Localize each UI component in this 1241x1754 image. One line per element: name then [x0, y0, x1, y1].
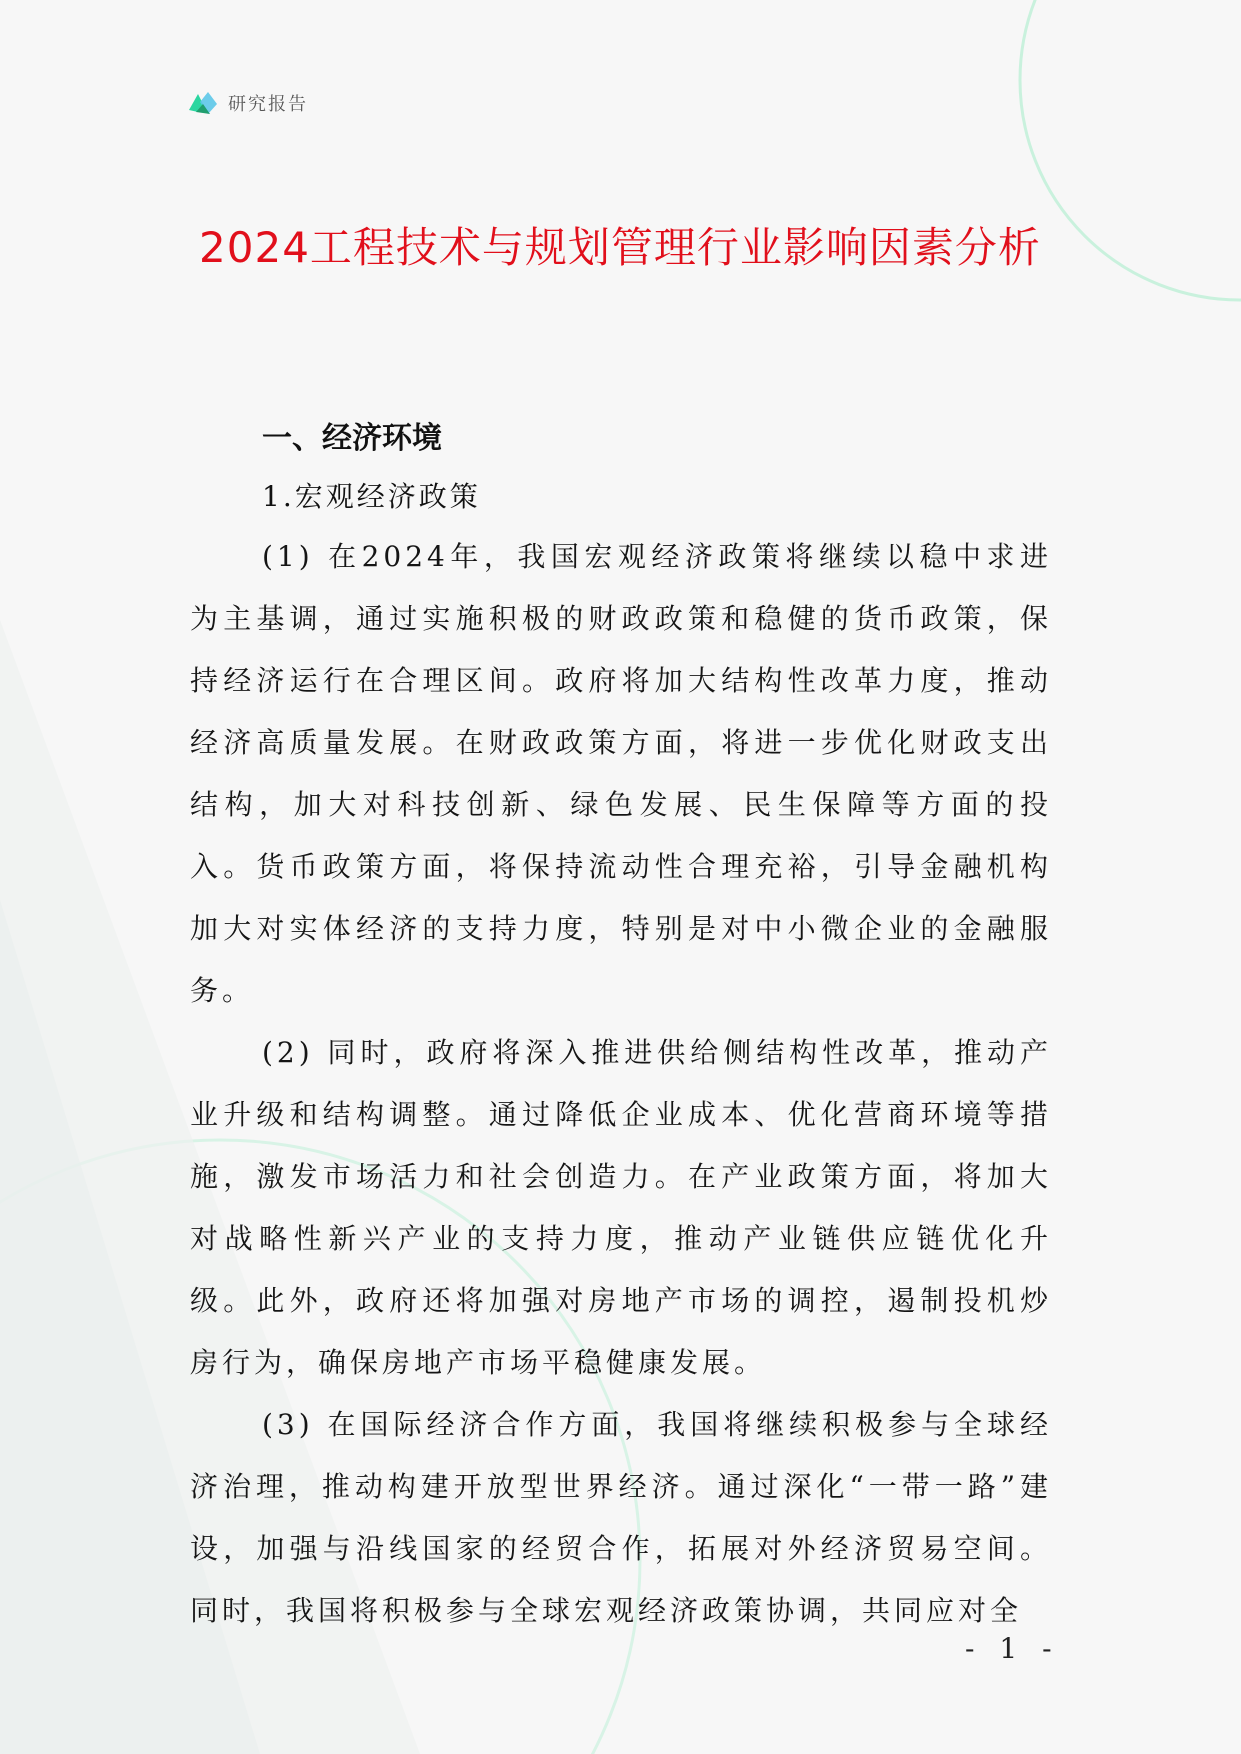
report-logo-icon: [186, 88, 220, 118]
document-body: [190, 416, 1052, 1642]
header-label: 研究报告: [228, 94, 308, 115]
document-header: [186, 88, 308, 118]
document-title: 2024工程技术与规划管理行业影响因素分析: [199, 223, 1041, 272]
paragraph-1: (1) 在2024年，我国宏观经济政策将继续以稳中求进为主基调，通过实施积极的财政政策和稳健的货币政策，保持经济运行在合理区间。政府将加大结构性改革力度，推动经济高质量发展。在财政政策方面，将进一步优化财政支出结构，加大对科技创新、绿色发展、民生保障等方面的投入。货币政策方面，将保持流动性合理充裕，引导金融机构加大对实体经济的支持力度，特别是对中小微企业的金融服务。: [190, 540, 1052, 1007]
section-subheading: 1.宏观经济政策: [262, 480, 481, 513]
section-heading: 一、经济环境: [262, 421, 442, 456]
paragraph-2: (2) 同时，政府将深入推进供给侧结构性改革，推动产业升级和结构调整。通过降低企业成本、优化营商环境等措施，激发市场活力和社会创造力。在产业政策方面，将加大对战略性新兴产业的支持力度，推动产业链供应链优化升级。此外，政府还将加强对房地产市场的调控，遏制投机炒房行为，确保房地产市场平稳健康发展。: [190, 1036, 1052, 1379]
paragraph-3: (3) 在国际经济合作方面，我国将继续积极参与全球经济治理，推动构建开放型世界经济。通过深化“一带一路”建设，加强与沿线国家的经贸合作，拓展对外经济贸易空间。同时，我国将积极参与全球宏观经济政策协调，共同应对全: [190, 1408, 1052, 1627]
page-number: - 1 -: [965, 1632, 1060, 1665]
